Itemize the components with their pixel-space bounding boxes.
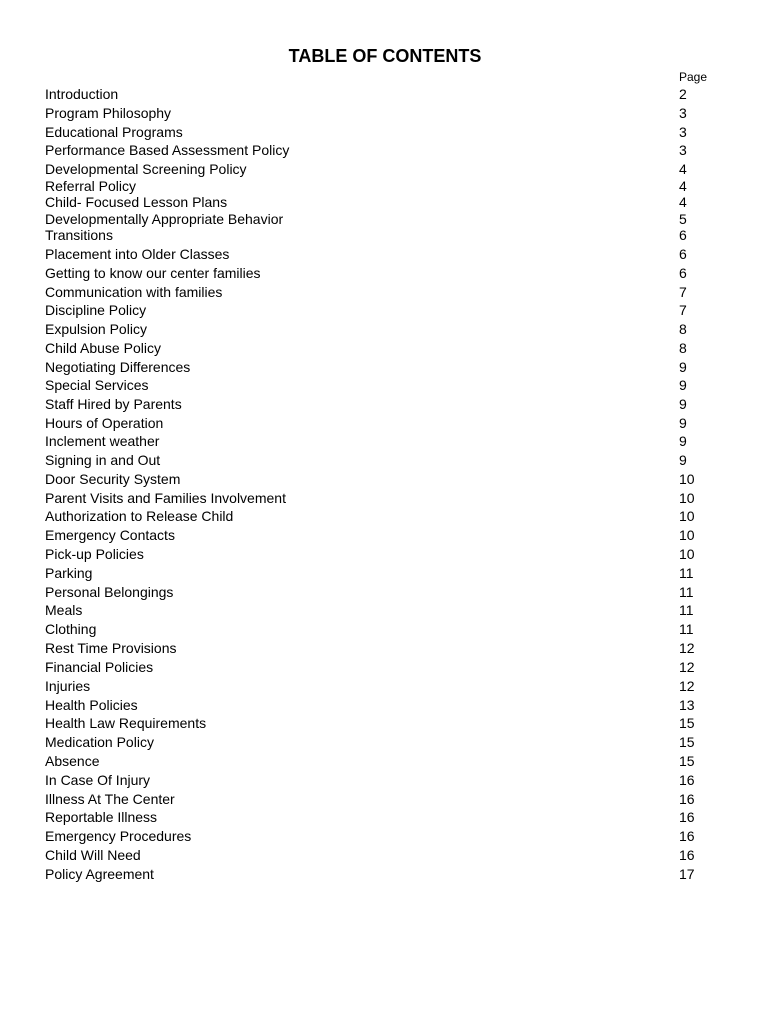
toc-entry-page: 17 <box>679 866 695 882</box>
toc-entry-title: Financial Policies <box>45 659 154 675</box>
toc-entry-title: Child- Focused Lesson Plans <box>45 194 228 210</box>
toc-entry-title: Staff Hired by Parents <box>45 396 182 412</box>
toc-entry <box>45 620 745 638</box>
toc-entry-page: 3 <box>679 124 687 140</box>
toc-entry-title: Expulsion Policy <box>45 321 147 337</box>
toc-entry <box>45 283 745 301</box>
toc-entry-title: Educational Programs <box>45 124 183 140</box>
toc-entry-title: Transitions <box>45 227 113 243</box>
toc-entry-page: 12 <box>679 659 695 675</box>
toc-entry-title: Communication with families <box>45 284 223 300</box>
toc-entry-page: 10 <box>679 546 695 562</box>
toc-entry <box>45 339 745 357</box>
toc-entry-title: Reportable Illness <box>45 809 158 825</box>
toc-entry-title: Performance Based Assessment Policy <box>45 142 290 158</box>
toc-entry-title: Meals <box>45 602 83 618</box>
toc-entry-page: 4 <box>679 178 687 194</box>
toc-entry <box>45 432 745 450</box>
toc-entry <box>45 414 745 432</box>
toc-entry-page: 6 <box>679 246 687 262</box>
page-title: TABLE OF CONTENTS <box>288 46 482 66</box>
toc-entry <box>45 790 745 808</box>
toc-entry-page: 9 <box>679 396 687 412</box>
toc-entry-title: Medication Policy <box>45 734 154 750</box>
toc-entry-page: 12 <box>679 678 695 694</box>
toc-entry-page: 16 <box>679 828 695 844</box>
toc-entry-page: 3 <box>679 142 687 158</box>
toc-entry-title: Inclement weather <box>45 433 160 449</box>
toc-entry-page: 7 <box>679 284 687 300</box>
toc-entry <box>45 808 745 826</box>
toc-entry-page: 9 <box>679 415 687 431</box>
toc-entry-page: 6 <box>679 227 687 243</box>
toc-entry-page: 10 <box>679 471 695 487</box>
toc-entry-page: 16 <box>679 791 695 807</box>
toc-entry-title: Discipline Policy <box>45 302 147 318</box>
toc-entry-page: 8 <box>679 321 687 337</box>
toc-entry <box>45 696 745 714</box>
toc-entry-title: Developmental Screening Policy <box>45 161 247 177</box>
toc-entry <box>45 526 745 544</box>
toc-entry-title: Placement into Older Classes <box>45 246 230 262</box>
toc-entry-page: 16 <box>679 772 695 788</box>
toc-entry-title: Authorization to Release Child <box>45 508 234 524</box>
toc-entry <box>45 507 745 525</box>
toc-entry-page: 4 <box>679 161 687 177</box>
toc-entry-page: 8 <box>679 340 687 356</box>
toc-entry <box>45 141 745 159</box>
toc-entry <box>45 846 745 864</box>
toc-entry-page: 11 <box>679 584 694 600</box>
toc-entry-page: 9 <box>679 433 687 449</box>
toc-entry-page: 6 <box>679 265 687 281</box>
toc-entry-page: 10 <box>679 527 695 543</box>
toc-entry-page: 10 <box>679 490 695 506</box>
toc-entry <box>45 564 745 582</box>
toc-entry-title: Negotiating Differences <box>45 359 191 375</box>
toc-entry <box>45 301 745 319</box>
toc-entry <box>45 752 745 770</box>
toc-entry-page: 12 <box>679 640 695 656</box>
toc-entry <box>45 733 745 751</box>
toc-entry-page: 9 <box>679 452 687 468</box>
toc-entry <box>45 771 745 789</box>
toc-entry-page: 7 <box>679 302 687 318</box>
toc-entry-page: 16 <box>679 847 695 863</box>
toc-entry-title: Parent Visits and Families Involvement <box>45 490 286 506</box>
toc-entry <box>45 601 745 619</box>
toc-entry <box>45 545 745 563</box>
toc-entry-title: Door Security System <box>45 471 181 487</box>
toc-entry-title: Parking <box>45 565 93 581</box>
toc-entry <box>45 677 745 695</box>
page-column-header: Page <box>679 70 708 84</box>
toc-entry-title: Illness At The Center <box>45 791 175 807</box>
toc-entry <box>45 85 745 103</box>
toc-entry <box>45 827 745 845</box>
toc-entry <box>45 320 745 338</box>
toc-entry-page: 9 <box>679 377 687 393</box>
toc-entry-title: Injuries <box>45 678 91 694</box>
toc-entry <box>45 658 745 676</box>
toc-entry-title: Pick-up Policies <box>45 546 144 562</box>
toc-entry-title: Policy Agreement <box>45 866 154 882</box>
toc-entry-title: Referral Policy <box>45 178 137 194</box>
toc-entry-page: 10 <box>679 508 695 524</box>
toc-entry-title: Emergency Procedures <box>45 828 192 844</box>
toc-entry <box>45 226 745 244</box>
toc-entry <box>45 470 745 488</box>
toc-entry-page: 11 <box>679 565 694 581</box>
toc-entry-page: 4 <box>679 194 687 210</box>
toc-entry-page: 11 <box>679 602 694 618</box>
toc-entry-title: Program Philosophy <box>45 105 172 121</box>
toc-entry <box>45 193 745 211</box>
toc-entry-page: 13 <box>679 697 695 713</box>
toc-entry-page: 16 <box>679 809 695 825</box>
toc-entry-title: Absence <box>45 753 100 769</box>
toc-entry-title: Getting to know our center families <box>45 265 261 281</box>
toc-entry <box>45 160 745 178</box>
toc-entry-page: 9 <box>679 359 687 375</box>
toc-entry-page: 15 <box>679 753 695 769</box>
toc-entry-title: Hours of Operation <box>45 415 164 431</box>
toc-entry-page: 5 <box>679 211 687 227</box>
toc-entry <box>45 639 745 657</box>
toc-entry <box>45 395 745 413</box>
toc-entry-title: Emergency Contacts <box>45 527 175 543</box>
toc-entry <box>45 123 745 141</box>
toc-entry-title: In Case Of Injury <box>45 772 151 788</box>
toc-entry-page: 11 <box>679 621 694 637</box>
toc-entry-title: Child Abuse Policy <box>45 340 161 356</box>
toc-entry-title: Health Law Requirements <box>45 715 207 731</box>
toc-entry <box>45 865 745 883</box>
toc-entry-title: Developmentally Appropriate Behavior <box>45 211 284 227</box>
toc-entry-page: 15 <box>679 715 695 731</box>
toc-entry-title: Clothing <box>45 621 97 637</box>
toc-entry-page: 2 <box>679 86 687 102</box>
toc-entry-title: Personal Belongings <box>45 584 174 600</box>
toc-entry <box>45 376 745 394</box>
toc-entry <box>45 104 745 122</box>
toc-entry <box>45 714 745 732</box>
toc-entry-page: 15 <box>679 734 695 750</box>
toc-entry <box>45 245 745 263</box>
toc-entry-title: Introduction <box>45 86 119 102</box>
toc-entry-page: 3 <box>679 105 687 121</box>
toc-entry-title: Signing in and Out <box>45 452 161 468</box>
toc-entry <box>45 358 745 376</box>
toc-entry-title: Child Will Need <box>45 847 141 863</box>
toc-entry <box>45 583 745 601</box>
toc-entry-title: Health Policies <box>45 697 138 713</box>
toc-entry-title: Special Services <box>45 377 149 393</box>
toc-entry <box>45 451 745 469</box>
toc-entry <box>45 489 745 507</box>
toc-entry-title: Rest Time Provisions <box>45 640 177 656</box>
toc-entry <box>45 264 745 282</box>
